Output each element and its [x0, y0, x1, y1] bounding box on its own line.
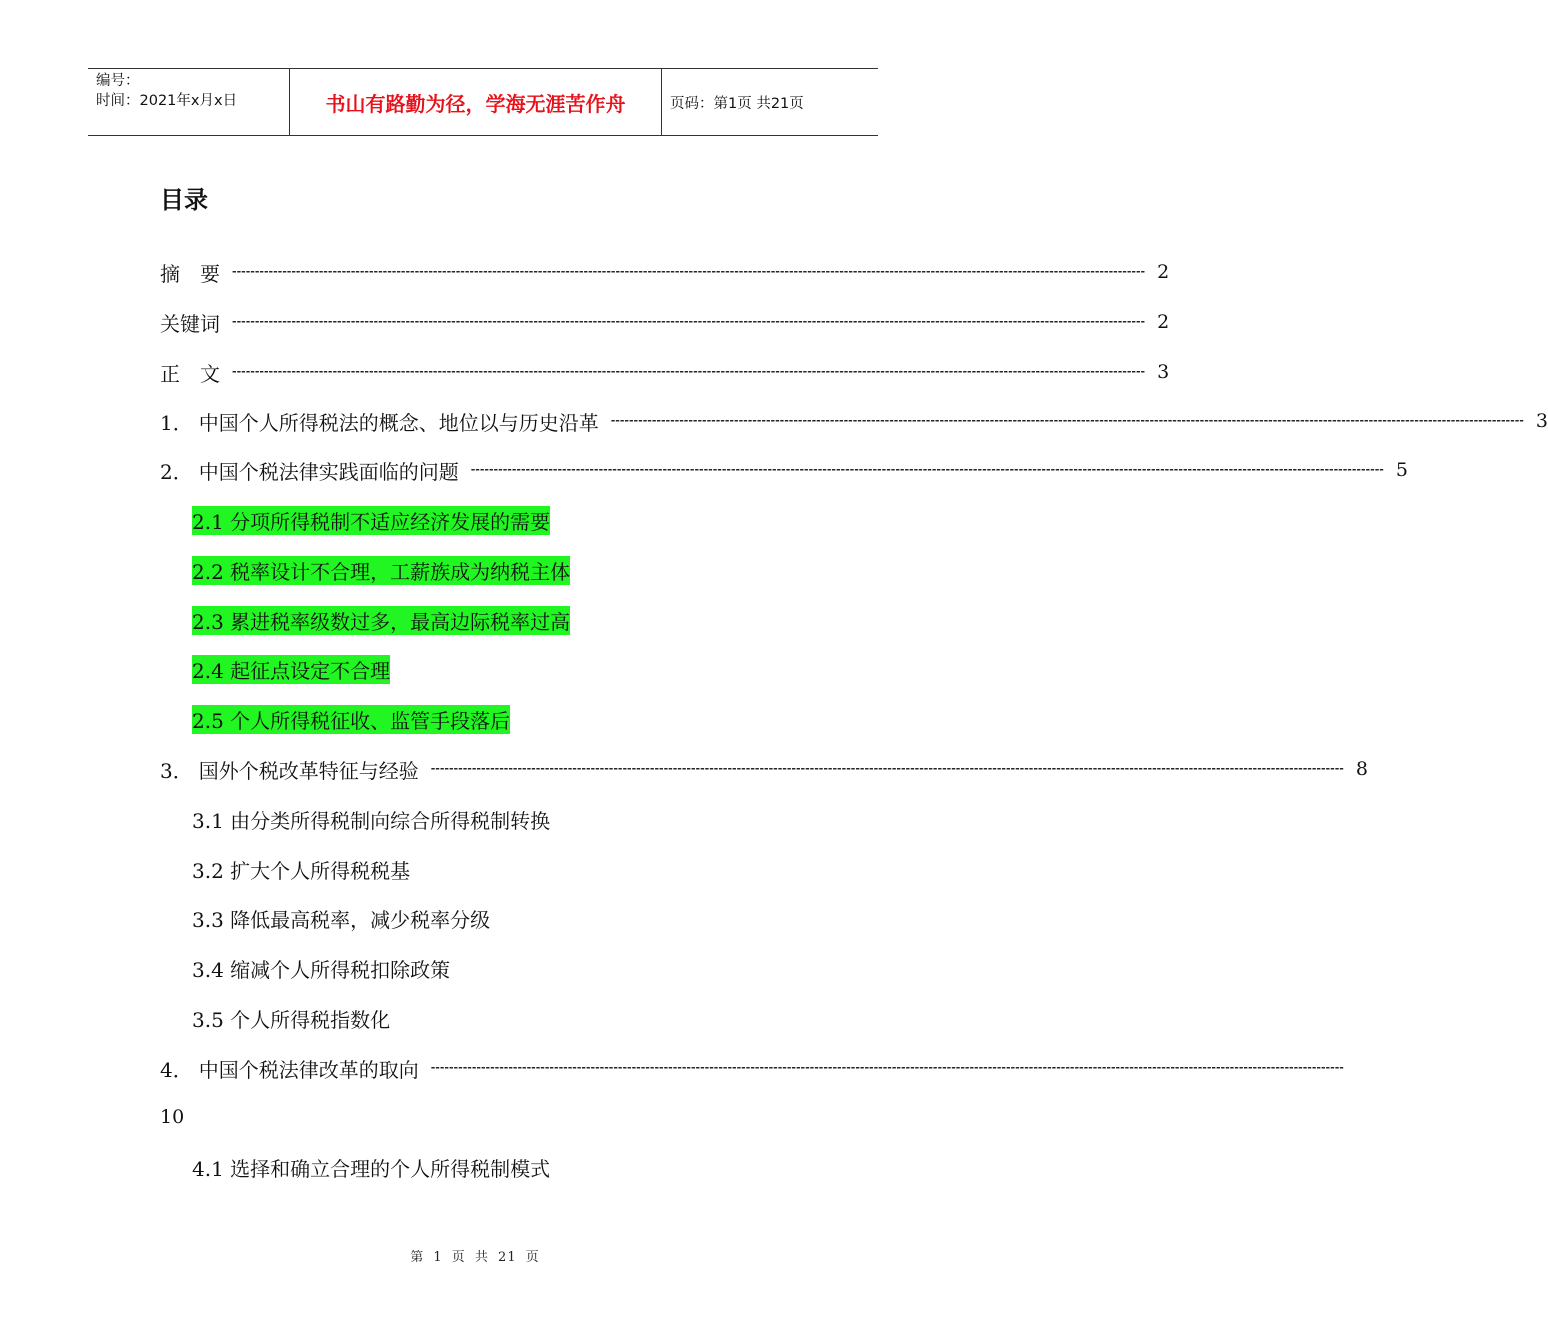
- toc-entry-label: 中国个税法律实践面临的问题: [198, 459, 459, 484]
- toc-entry-label: 3.4 缩减个人所得税扣除政策: [192, 957, 451, 982]
- toc-entry-number: 1．: [160, 410, 193, 435]
- toc-entry-number: 3．: [160, 758, 193, 783]
- toc-entry-2-2[interactable]: [192, 555, 840, 585]
- toc-entry-label: 2.3 累进税率级数过多，最高边际税率过高: [192, 606, 570, 635]
- toc-entry-2-3[interactable]: [192, 605, 840, 635]
- toc-entry-3-4[interactable]: [192, 953, 840, 983]
- toc-entry-2-1[interactable]: [192, 505, 840, 535]
- toc-dot-leader: --------------------------------------------------------------------------------------------------------------------------------------------------------------------------------------------------------: [610, 414, 1524, 427]
- toc-dot-leader: --------------------------------------------------------------------------------------------------------------------------------------------------------------------------------------------------------: [232, 365, 1146, 378]
- toc-entry-3-2[interactable]: [192, 854, 840, 884]
- toc-entry-label: 3.1 由分类所得税制向综合所得税制转换: [192, 808, 551, 833]
- toc-entry-label: 2.2 税率设计不合理，工薪族成为纳税主体: [192, 556, 570, 585]
- toc-page-number: 8: [1355, 758, 1368, 780]
- toc-entry-section-1[interactable]: [160, 406, 1548, 436]
- toc-entry-label: 2.5 个人所得税征收、监管手段落后: [192, 705, 510, 734]
- toc-page-number: 3: [1157, 361, 1170, 383]
- toc-page-number: 5: [1395, 459, 1408, 481]
- toc-entry-label: 4.1 选择和确立合理的个人所得税制模式: [192, 1156, 551, 1181]
- toc-entry-2-5[interactable]: [192, 704, 840, 734]
- toc-entry-label: 3.3 降低最高税率，减少税率分级: [192, 907, 491, 932]
- toc-entry-2-4[interactable]: [192, 654, 840, 684]
- page-header: [88, 68, 878, 136]
- header-serial-label: 编号：: [96, 73, 140, 89]
- toc-entry-label: 中国个人所得税法的概念、地位以与历史沿革: [198, 410, 599, 435]
- header-page-info: 页码：第1页 共21页: [670, 95, 804, 112]
- header-meta: [88, 69, 289, 135]
- toc-entry-label: 3.2 扩大个人所得税税基: [192, 858, 411, 883]
- toc-dot-leader: --------------------------------------------------------------------------------------------------------------------------------------------------------------------------------------------------------: [232, 265, 1146, 278]
- toc-page-number: 3: [1535, 410, 1548, 432]
- toc-dot-leader: --------------------------------------------------------------------------------------------------------------------------------------------------------------------------------------------------------: [430, 1061, 1344, 1074]
- toc-entry-label: 2.1 分项所得税制不适应经济发展的需要: [192, 506, 550, 535]
- header-motto: 书山有路勤为径，学海无涯苦作舟: [289, 69, 662, 135]
- toc-entry-label: 正 文: [160, 361, 220, 386]
- toc-entry-3-5[interactable]: [192, 1003, 840, 1033]
- toc-dot-leader: --------------------------------------------------------------------------------------------------------------------------------------------------------------------------------------------------------: [430, 762, 1344, 775]
- page-footer: 第 1 页 共 21 页: [410, 1250, 540, 1265]
- toc-entry-3-1[interactable]: [192, 804, 840, 834]
- toc-dot-leader: --------------------------------------------------------------------------------------------------------------------------------------------------------------------------------------------------------: [232, 315, 1146, 328]
- toc-entry-abstract[interactable]: [160, 257, 1170, 287]
- toc-entry-number: 2．: [160, 459, 193, 484]
- toc-entry-section-2[interactable]: [160, 455, 1408, 485]
- toc-entry-label: 国外个税改革特征与经验: [198, 758, 419, 783]
- toc-entry-label: 摘 要: [160, 261, 220, 286]
- toc-page-number: 2: [1157, 261, 1170, 283]
- toc-dot-leader: --------------------------------------------------------------------------------------------------------------------------------------------------------------------------------------------------------: [470, 463, 1384, 476]
- toc-entry-label: 2.4 起征点设定不合理: [192, 655, 390, 684]
- header-date: 时间：2021年x月x日: [96, 93, 238, 109]
- toc-entry-label: 中国个税法律改革的取向: [198, 1057, 419, 1082]
- toc-entry-number: 4．: [160, 1057, 193, 1082]
- toc-entry-3-3[interactable]: [192, 903, 840, 933]
- toc-entry-body[interactable]: [160, 357, 1170, 387]
- toc-page-number-wrapped: 10: [160, 1106, 185, 1128]
- toc-entry-label: 3.5 个人所得税指数化: [192, 1007, 391, 1032]
- toc-entry-section-4[interactable]: [160, 1053, 1344, 1083]
- toc-entry-4-1[interactable]: [192, 1152, 840, 1182]
- toc-entry-label: 关键词: [160, 311, 220, 336]
- toc-entry-keywords[interactable]: [160, 307, 1170, 337]
- page-title: 目录: [160, 186, 208, 214]
- toc-entry-section-3[interactable]: [160, 754, 1368, 784]
- toc-page-number: 2: [1157, 311, 1170, 333]
